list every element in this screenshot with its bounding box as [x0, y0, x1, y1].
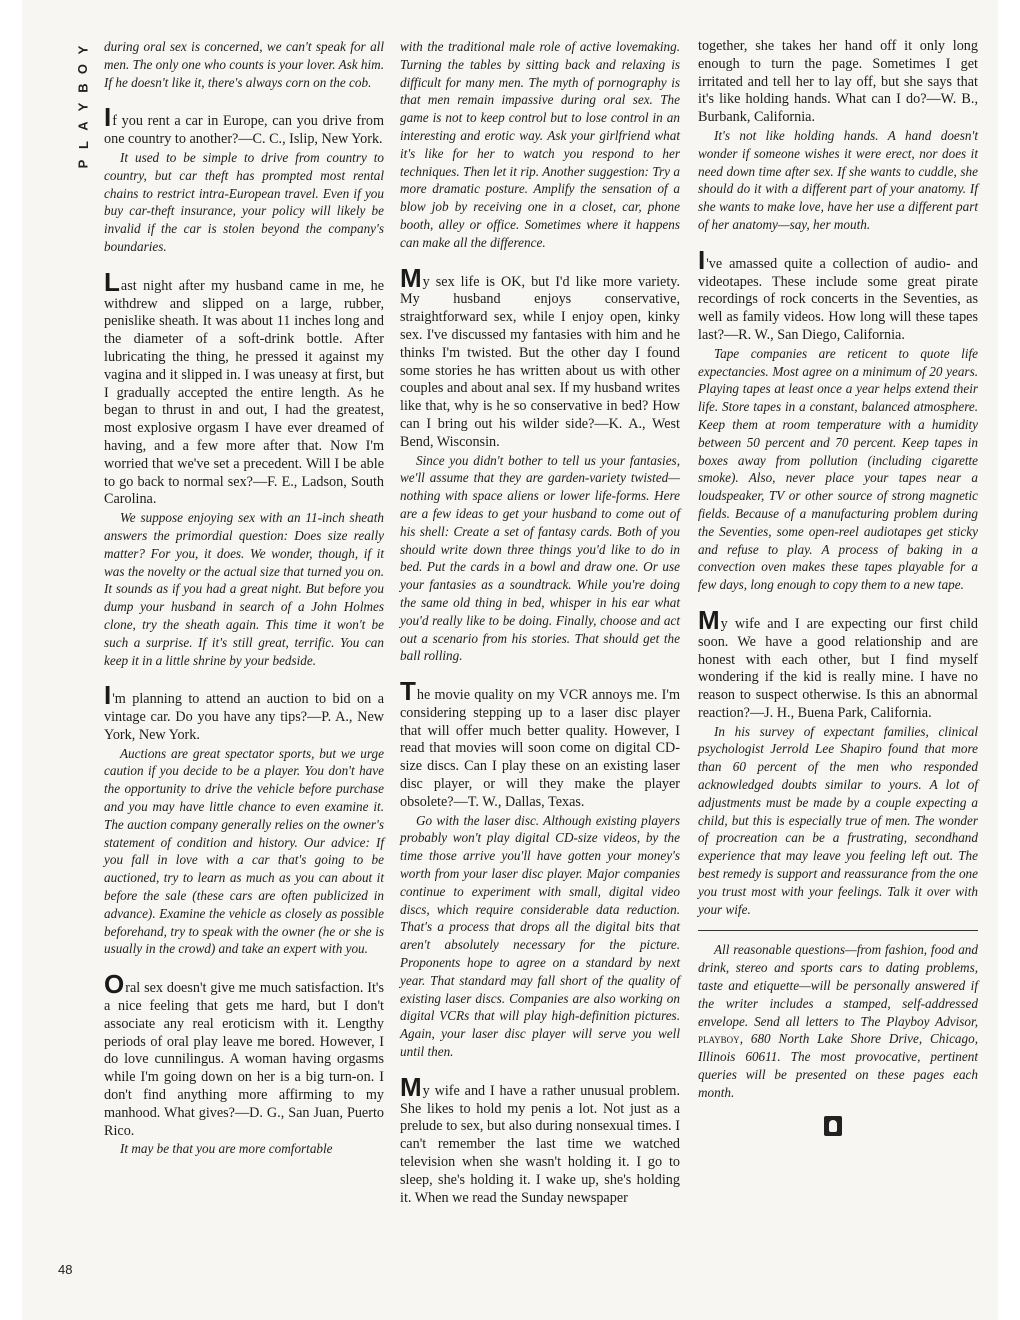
masthead-letter: Y — [75, 101, 91, 112]
question-body: ral sex doesn't give me much satisfaction. It's a nice feeling that gets me hard, but I don't associate any real eroticism with it. Lengthy periods of oral play leave me bored. However, I do love cunnilingus. A woman having orgasms while I'm going down on her is a big turn-on. I don't find anything more affirming to my manhood. What gives?—D. G., San Juan, Puerto Rico. — [104, 980, 384, 1139]
answer-text: Since you didn't bother to tell us your fantasies, we'll assume that they are garden-variety twisted—nothing with space aliens or lower life-forms. Here are a few ideas to get your husband to come out of his shell: Create a set of fantasy cards. Both of you should write down three things you'd like to do in bed. Put the cards in a bowl and draw one. Or use your fantasies as a soundtrack. While you're doing the same old thing in bed, whisper in his ear what you'd really like to be doing. Finally, choose and act out a scenario from his stories. That should get the ball rolling. — [400, 452, 680, 664]
masthead-letter: L — [75, 140, 91, 149]
footer-text: All reasonable questions—from fashion, food and drink, stereo and sports cars to dating problems, taste and etiquette—will be personally answered if the writer includes a stamped, self-addressed envelope. Send all letters to The Playboy Advisor, — [698, 942, 978, 1029]
question-body: y wife and I have a rather unusual problem. She likes to hold my penis a lot. Not just as a prelude to sex, but also during nonsexual times. I can't remember the last time we watched television when she wasn't holding it. I go to sleep, she's holding it. I wake up, she's holding it. When we read the Sunday newspaper — [400, 1082, 680, 1206]
answer-text: with the traditional male role of active lovemaking. Turning the tables by sitting back and relaxing is difficult for many men. The myth of pornography is that men remain impassive during oral sex. The game is not to keep control but to lose control in an interesting and erotic way. Ask your girlfriend what it's like for her to watch you respond to her techniques. Then let it rip. Another suggestion: Try a more dramatic posture. Amplify the sensation of a blow job by receiving one in a closet, car, phone booth, alley or office. Sometimes where it happens can make all the difference. — [400, 39, 680, 250]
masthead — [72, 40, 94, 173]
question-text — [400, 676, 680, 812]
footer-divider — [698, 930, 978, 931]
drop-cap: I — [698, 244, 706, 275]
answer-text: It used to be simple to drive from country to country, but car theft has prompted most rental chains to restrict intra-European travel. Even if you buy car-theft insurance, your policy will likely be invalid if the car is stolen beyond the company's boundaries. — [104, 149, 384, 254]
masthead-letter: P — [75, 158, 91, 169]
answer-text: Tape companies are reticent to quote life expectancies. Most agree on a minimum of 20 years. Playing tapes at least once a year helps extend their life. Store tapes in a constant, balanced atmosphere. Keep them at room temperature with a humidity between 50 percent and 70 percent. Keep tapes in boxes away from pollution (including cigarette smoke). Also, never place your tapes near a loudspeaker, TV or other source of strong magnetic fields. Because of a manufacturing problem during the Seventies, some open-reel audiotapes get sticky and refuse to play. A process of baking in a convection oven makes these tapes playable for a few days, long enough to copy them to a new tape. — [698, 345, 978, 593]
answer-text: It's not like holding hands. A hand doesn't wonder if someone wishes it were erect, nor does it need down time after sex. If she wants to cuddle, she should do it with a different part of your anatomy. If she wants to make love, have her use a different part of her anatomy—say, her mouth. — [698, 127, 978, 232]
masthead-letter: Y — [75, 44, 91, 55]
advisor-footer-note — [698, 941, 978, 1101]
masthead-letter: A — [75, 120, 91, 131]
question-body: 've amassed quite a collection of audio- and videotapes. These include some great pirate recordings of rock concerts in the Seventies, as well as family videos. How long will these tapes last?—R. W., San Diego, California. — [698, 255, 978, 343]
footer-brand: playboy — [698, 1031, 740, 1047]
drop-cap: L — [104, 266, 120, 297]
question-text — [104, 266, 384, 509]
question-text — [698, 244, 978, 345]
drop-cap: M — [400, 1071, 422, 1102]
question-body: f you rent a car in Europe, can you drive from one country to another?—C. C., Islip, New York. — [104, 113, 384, 148]
drop-cap: T — [400, 676, 416, 707]
question-body: y sex life is OK, but I'd like more variety. My husband enjoys conservative, straightforward sex, while I enjoy open, kinky sex. I've discussed my fantasies with him and he thinks I'm twisted. But the other day I found some stories he has written about us with other couples and about anal sex. If my husband writes like that, why is he so conservative in bed? How can I bring out his wilder side?—K. A., West Bend, Wisconsin. — [400, 273, 680, 450]
drop-cap: I — [104, 680, 112, 711]
answer-text: Go with the laser disc. Although existing players probably won't play digital CD-size videos, by the time those arrive you'll have gotten your money's worth from your laser disc player. Major companies continue to experiment with small, digital video discs, which require considerable data reduction. That's a process that drops all the digital bits that aren't absolutely necessary for the picture. Proponents hope to agree on a standard by next year. That standard may fall short of the quality of existing laser discs. Companies are also working on digital VCRs that will play high-definition pictures. Again, your laser disc player will serve you well until then. — [400, 812, 680, 1060]
masthead-letter: B — [75, 82, 91, 93]
page-number: 48 — [58, 1262, 73, 1277]
drop-cap: M — [698, 604, 720, 635]
footer-text: , 680 North Lake Shore Drive, Chicago, Illinois 60611. The most provocative, pertinent queries will be presented on these pages each month. — [698, 1031, 978, 1100]
question-body: y wife and I are expecting our first child soon. We have a good relationship and are honest with each other, but I find myself wondering if the kid is really mine. I have no reason to suspect otherwise. Is this an abnormal reaction?—J. H., Buena Park, California. — [698, 615, 978, 721]
column-1 — [104, 38, 384, 1158]
drop-cap: O — [104, 969, 125, 1000]
question-text — [104, 680, 384, 744]
question-body: 'm planning to attend an auction to bid on a vintage car. Do you have any tips?—P. A., New York, New York. — [104, 691, 384, 743]
masthead-letter: O — [75, 62, 91, 75]
answer-text: We suppose enjoying sex with an 11-inch sheath answers the primordial question: Does size really matter? For you, it does. We wonder, though, if it was the novelty or the actual size that turned you on. It sounds as if you had a great night. But before you dump your husband in search of a John Holmes clone, try the sheath again. This time it won't be such a surprise. If it's still great, terrific. You can keep it in a little shrine by your bedside. — [104, 510, 384, 668]
question-body: ast night after my husband came in me, he withdrew and slipped on a large, rubber, penislike sheath. It was about 11 inches long and the diameter of a soft-drink bottle. After lubricating the thing, he pressed it against my vagina and it slipped in. I was uneasy at first, but I gradually accepted the entire length. As he began to thrust in and out, I had the greatest, most explosive orgasm I have ever dreamed of having, and a few more after that. Now I'm worried that we've set a precedent. Will I be able to go back to normal sex?—F. E., Ladson, South Carolina. — [104, 277, 384, 508]
column-3 — [698, 38, 978, 1136]
question-text — [104, 102, 384, 149]
question-text — [104, 969, 384, 1140]
question-body: he movie quality on my VCR annoys me. I'm considering stepping up to a laser disc player that will offer much better quality. However, I read that movies will soon come on digital CD-size discs. Can I play these on an existing laser disc player, or will they make the player obsolete?—T. W., Dallas, Texas. — [400, 687, 680, 810]
answer-text: Auctions are great spectator sports, but we urge caution if you decide to be a player. You don't have the opportunity to drive the vehicle before purchase and you may have little chance to even examine it. The auction company generally relies on the owner's statement of condition and history. Our advice: If you fall in love with a car that's going to be auctioned, try to learn as much as you can about it before the sale (these cars are often publicized in advance). Examine the vehicle as closely as possible beforehand, try to speak with the owner (he or she is usually in the crowd) and take an expert with you. — [104, 745, 384, 957]
question-text — [400, 1071, 680, 1208]
rabbit-head-end-mark-icon — [824, 1116, 842, 1136]
magazine-page — [22, 0, 998, 1320]
answer-text: during oral sex is concerned, we can't speak for all men. The only one who counts is your lover. Ask him. If he doesn't like it, there's always corn on the cob. — [104, 39, 384, 90]
question-text: together, she takes her hand off it only long enough to turn the page. Sometimes I get irritated and tell her to lay off, but she says that it's like holding hands. What can I do?—W. B., Burbank, California. — [698, 38, 978, 126]
drop-cap: I — [104, 102, 112, 133]
drop-cap: M — [400, 262, 422, 293]
answer-text: It may be that you are more comfortable — [120, 1141, 333, 1157]
question-text — [698, 604, 978, 723]
answer-text: In his survey of expectant families, clinical psychologist Jerrold Lee Shapiro found that more than 60 percent of the men who responded acknowledged doubts similar to yours. A lot of adjustments must be made by a couple expecting a child, but this is especially true of men. The wonder of procreation can be a frustrating, secondhand experience that may leave you feeling left out. The best remedy is support and reassurance from the one you trust most with your feelings. Talk it over with your wife. — [698, 723, 978, 917]
question-text — [400, 262, 680, 452]
column-2 — [400, 38, 680, 1207]
